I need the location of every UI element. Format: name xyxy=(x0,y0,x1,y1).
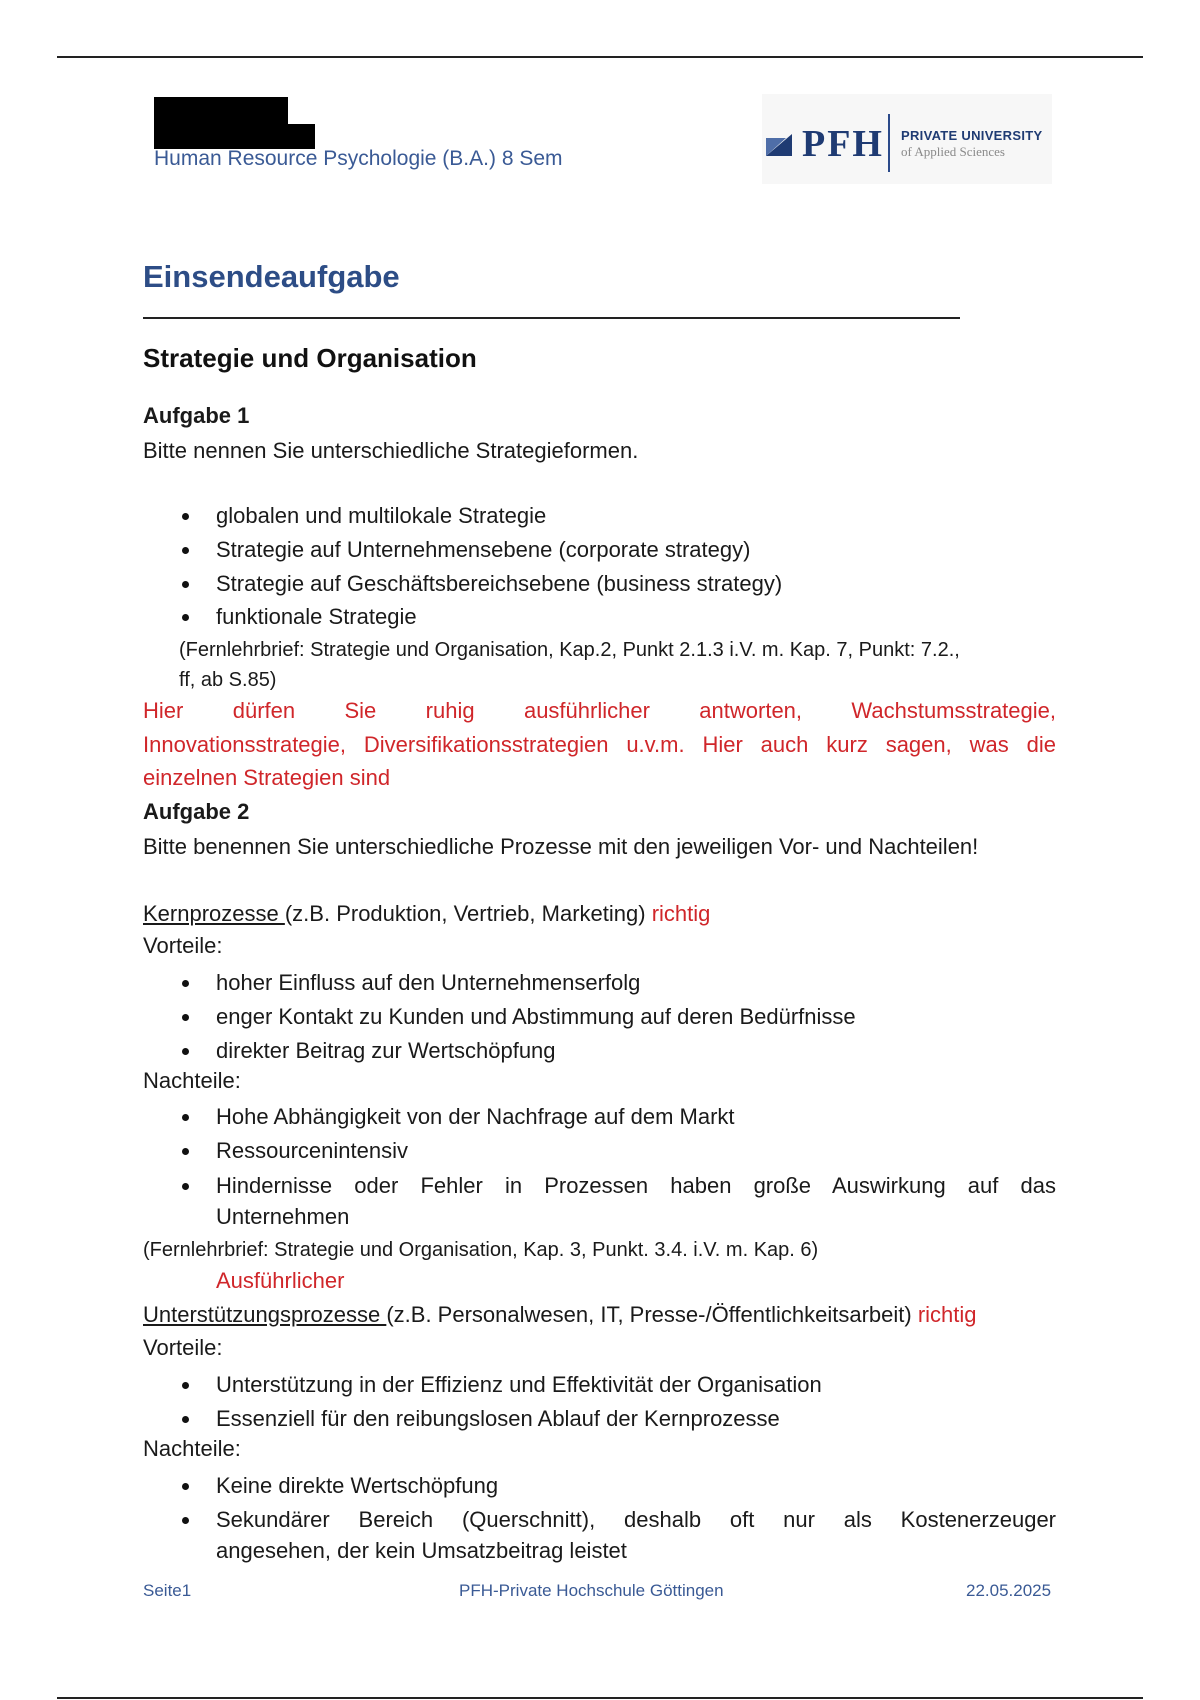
aufgabe2-question: Bitte benennen Sie unterschiedliche Prozesse mit den jeweiligen Vor- und Nachteilen! xyxy=(143,834,979,859)
list-item: funktionale Strategie xyxy=(216,604,417,629)
unterstuetzungsprozesse-line xyxy=(143,1302,977,1328)
list-item: Unterstützung in der Effizienz und Effektivität der Organisation xyxy=(216,1372,822,1397)
bullet-dot xyxy=(182,1483,189,1490)
aufgabe1-feedback-cont: Innovationsstrategie, Diversifikationsstrategien u.v.m. Hier auch kurz sagen, was die xyxy=(143,732,1056,757)
bullet-dot xyxy=(182,581,189,588)
page-bottom-rule xyxy=(57,1697,1143,1699)
unterstuetzungsprozesse-grade: richtig xyxy=(917,1302,977,1327)
aufgabe1-feedback-end: einzelnen Strategien sind xyxy=(143,765,391,790)
bullet-dot xyxy=(182,1114,189,1121)
list-item: Ressourcenintensiv xyxy=(216,1138,408,1163)
unter-nachteile-label: Nachteile: xyxy=(143,1436,241,1461)
list-item: enger Kontakt zu Kunden und Abstimmung auf deren Bedürfnisse xyxy=(216,1004,856,1029)
kern-vorteile-label: Vorteile: xyxy=(143,933,223,958)
document-title: Einsendeaufgabe xyxy=(143,259,400,294)
aufgabe1-reference-cont: ff, ab S.85) xyxy=(179,669,277,691)
bullet-dot xyxy=(182,1048,189,1055)
redacted-name-block xyxy=(154,97,315,149)
list-item: globalen und multilokale Strategie xyxy=(216,503,547,528)
aufgabe2-heading: Aufgabe 2 xyxy=(143,799,250,824)
bullet-dot xyxy=(182,547,189,554)
bullet-dot xyxy=(182,614,189,621)
logo-tagline-2: of Applied Sciences xyxy=(901,144,1005,159)
bullet-dot xyxy=(182,1416,189,1423)
aufgabe1-feedback: Hier dürfen Sie ruhig ausführlicher antworten, Wachstumsstrategie, xyxy=(143,698,1056,723)
bullet-dot xyxy=(182,513,189,520)
unter-vorteile-label: Vorteile: xyxy=(143,1335,223,1360)
list-item: direkter Beitrag zur Wertschöpfung xyxy=(216,1038,556,1063)
list-item-cont: Unternehmen xyxy=(216,1204,350,1229)
kernprozesse-line xyxy=(143,901,710,927)
bullet-dot xyxy=(182,1183,189,1190)
bullet-dot xyxy=(182,980,189,987)
unterstuetzungsprozesse-term: Unterstützungsprozesse xyxy=(143,1302,387,1327)
list-item: Strategie auf Geschäftsbereichsebene (business strategy) xyxy=(216,571,783,596)
page-top-rule xyxy=(57,56,1143,58)
list-item: Sekundärer Bereich (Querschnitt), deshalb oft nur als Kostenerzeuger xyxy=(216,1507,1056,1532)
bullet-dot xyxy=(182,1148,189,1155)
list-item: Keine direkte Wertschöpfung xyxy=(216,1473,499,1498)
footer-date: 22.05.2025 xyxy=(966,1581,1052,1600)
unterstuetzungsprozesse-examples: (z.B. Personalwesen, IT, Presse-/Öffentlichkeitsarbeit) xyxy=(386,1302,918,1327)
aufgabe1-reference: (Fernlehrbrief: Strategie und Organisation, Kap.2, Punkt 2.1.3 i.V. m. Kap. 7, Punkt: 7.2., xyxy=(179,639,960,661)
kernprozesse-examples: (z.B. Produktion, Vertrieb, Marketing) xyxy=(284,901,652,926)
title-rule xyxy=(143,317,960,319)
list-item: hoher Einfluss auf den Unternehmenserfolg xyxy=(216,970,641,995)
footer-page-number: Seite1 xyxy=(143,1581,192,1600)
document-subtitle: Strategie und Organisation xyxy=(143,343,477,373)
kern-reference: (Fernlehrbrief: Strategie und Organisation, Kap. 3, Punkt. 3.4. i.V. m. Kap. 6) xyxy=(143,1239,819,1261)
logo-wordmark: PFH xyxy=(802,123,884,165)
program-label: Human Resource Psychologie (B.A.) 8 Sem xyxy=(154,147,563,170)
logo-divider xyxy=(888,114,890,172)
bullet-dot xyxy=(182,1517,189,1524)
pfh-logo xyxy=(762,94,1052,184)
logo-tagline-1: PRIVATE UNIVERSITY xyxy=(901,128,1043,143)
list-item-cont: angesehen, der kein Umsatzbeitrag leistet xyxy=(216,1538,627,1563)
kernprozesse-term: Kernprozesse xyxy=(143,901,285,926)
pfh-logo-mark-icon xyxy=(766,134,792,156)
kern-feedback: Ausführlicher xyxy=(216,1268,345,1293)
list-item: Essenziell für den reibungslosen Ablauf der Kernprozesse xyxy=(216,1406,780,1431)
list-item: Strategie auf Unternehmensebene (corporate strategy) xyxy=(216,537,751,562)
aufgabe1-question: Bitte nennen Sie unterschiedliche Strategieformen. xyxy=(143,438,639,463)
list-item: Hohe Abhängigkeit von der Nachfrage auf dem Markt xyxy=(216,1104,735,1129)
bullet-dot xyxy=(182,1014,189,1021)
list-item: Hindernisse oder Fehler in Prozessen haben große Auswirkung auf das xyxy=(216,1173,1056,1198)
aufgabe1-heading: Aufgabe 1 xyxy=(143,403,250,428)
kernprozesse-grade: richtig xyxy=(651,901,711,926)
bullet-dot xyxy=(182,1382,189,1389)
kern-nachteile-label: Nachteile: xyxy=(143,1068,241,1093)
footer-school: PFH-Private Hochschule Göttingen xyxy=(459,1581,724,1600)
